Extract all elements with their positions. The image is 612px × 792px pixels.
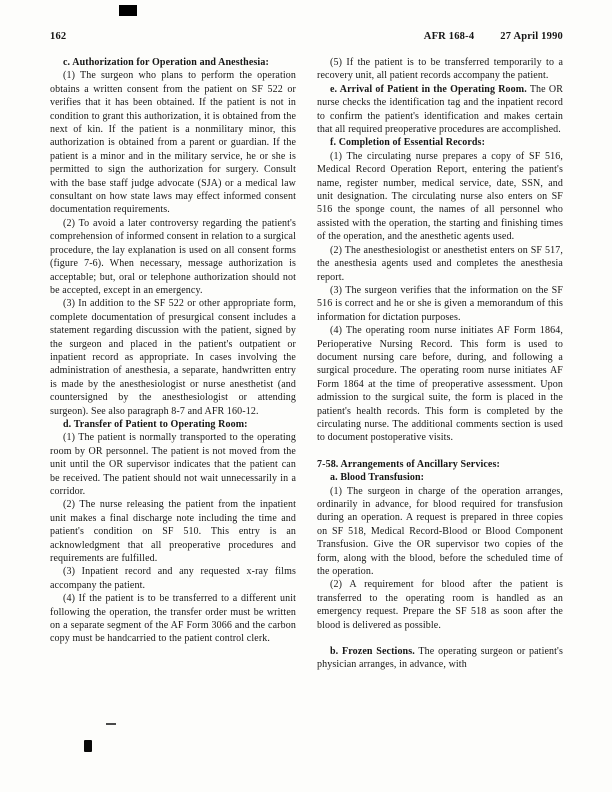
para-b <box>317 645 563 672</box>
section-heading-7-58 <box>317 458 563 471</box>
run-in-heading: b. Frozen Sections. <box>330 646 415 658</box>
paragraph-text: (1) The patient is normally transported to the operating room by OR personnel. The patient is not moved from the unit until the OR supervisor indicates that the patient can be received. The patient should not wait unnecessarily in a corridor. <box>50 432 296 497</box>
para-f-heading <box>317 136 563 149</box>
right-column <box>317 56 563 672</box>
paragraph-text: (5) If the patient is to be transferred temporarily to a recovery unit, all patient records accompany the patient. <box>317 57 563 82</box>
paragraph-text: (3) Inpatient record and any requested x-ray films accompany the patient. <box>50 566 296 591</box>
para-d-1 <box>50 431 296 498</box>
paragraph-text: (3) The surgeon verifies that the information on the SF 516 is correct and he or she is given a memorandum of this information for dictation purposes. <box>317 284 563 323</box>
regulation-number: AFR 168-4 <box>423 31 475 42</box>
paragraph-text: The operating surgeon or patient's physician arranges, in advance, with <box>317 646 563 671</box>
run-in-heading: e. Arrival of Patient in the Operating Room. <box>330 83 527 95</box>
left-column <box>50 56 296 672</box>
paragraph-text: (1) The circulating nurse prepares a copy of SF 516, Medical Record Operation Report, entering the patient's name, register number, medical service, date, SSN, and unit designation. The circulating nurse also enters on SF 516 the sponge count, the names of all personnel who assisted with the operation, the starting and finishing times of the operation, and the anesthetic agents used. <box>317 150 563 243</box>
paragraph-text: (2) The anesthesiologist or anesthetist enters on SF 517, the anesthesia agents used and completes the anesthesia report. <box>317 244 563 283</box>
paragraph-text: (4) If the patient is to be transferred to a different unit following the operation, the transfer order must be written on a separate segment of the AF Form 3066 and the carbon copy must be handcarried to the patient control clerk. <box>50 593 296 645</box>
para-a-2 <box>317 578 563 632</box>
para-e <box>317 83 563 137</box>
para-a-heading <box>317 471 563 484</box>
run-in-heading: f. Completion of Essential Records: <box>330 137 486 149</box>
page-header <box>50 31 563 42</box>
run-in-heading: d. Transfer of Patient to Operating Room: <box>63 418 248 430</box>
paragraph-text: (2) The nurse releasing the patient from the inpatient unit makes a final discharge note including the time and patient's condition on SF 510. This entry is an acknowledgment that all preoperative procedures and requirements are fulfilled. <box>50 499 296 565</box>
para-f-3 <box>317 284 563 324</box>
run-in-heading: c. Authorization for Operation and Anesthesia: <box>63 57 269 68</box>
scan-artifact-dash <box>106 723 116 725</box>
paragraph-text: (1) The surgeon who plans to perform the operation obtains a written consent from the patient on SF 522 or verifies that it has been obtained. If the patient is not in condition to grant this authorization, it is obtained from the next of kin. If the patient is a nonmilitary minor, this authorization is obtained from a parent or guardian. If the patient is a minor and in the military service, he or she is permitted to sign the authorization for surgery. Consult with the base staff judge advocate (SJA) or a medical law consultant on how state laws may effect informed consent documentation requirements. <box>50 70 296 216</box>
para-c-heading <box>50 56 296 69</box>
paragraph-text: (2) To avoid a later controversy regarding the patient's comprehension of informed consent in relation to a surgical procedure, the lay explanation is used on all consent forms (figure 7-6). When necessary, message authorization is acceptable; but, oral or telephone authorization should not be accepted, except in an emergency. <box>50 217 296 296</box>
page-number: 162 <box>50 31 67 42</box>
para-d-2 <box>50 498 296 565</box>
paragraph-text: (4) The operating room nurse initiates AF Form 1864, Perioperative Nursing Record. This form is used to document nursing care before, during, and following a surgical procedure. The operating room nurse initiates AF Form 1864 at the time of preoperative assessment. Upon admission to the surgical suite, the form is placed in the patient's health records. This form is completed by the circulating nurse. The additional comments section is used to document postoperative visits. <box>317 325 563 444</box>
scan-artifact-bottom <box>84 740 92 752</box>
para-f-4 <box>317 324 563 445</box>
paragraph-text: (2) A requirement for blood after the patient is transferred to the operating room is handled as an emergency request. Prepare the SF 518 as soon after the blood is delivered as possible. <box>317 579 563 631</box>
two-column-body <box>50 56 563 672</box>
publication-date: 27 April 1990 <box>500 31 563 42</box>
para-a-1 <box>317 485 563 579</box>
section-title: 7-58. Arrangements of Ancillary Services: <box>317 458 500 470</box>
run-in-heading: a. Blood Transfusion: <box>330 472 425 484</box>
para-c-3 <box>50 297 296 418</box>
para-f-1 <box>317 150 563 244</box>
para-d-heading <box>50 418 296 431</box>
paragraph-text: (1) The surgeon in charge of the operation arranges, ordinarily in advance, for blood required for transfusion during an operation. A request is prepared in three copies on SF 518, Medical Record-Blood or Blood Component Transfusion. Give the OR supervisor two copies of the form, along with the blood, before the scheduled time of the operation. <box>317 485 563 578</box>
para-c-2 <box>50 217 296 297</box>
paragraph-text: The OR nurse checks the identification tag and the inpatient record to confirm the patient's identification and makes certain that all required preoperative procedures are accomplished. <box>317 83 563 136</box>
para-f-2 <box>317 244 563 284</box>
header-right <box>424 31 563 42</box>
para-d-3 <box>50 565 296 592</box>
scan-artifact-top <box>119 5 137 16</box>
paragraph-text: (3) In addition to the SF 522 or other appropriate form, complete documentation of presurgical consent includes a statement regarding discussion with the patient, signed by the surgeon and placed in the patient's outpatient or inpatient record as appropriate. In cases involving the administration of anesthesia, a separate, handwritten entry is made by the anesthesiologist or nurse anesthetist (and countersigned by the anesthesiologist or attending surgeon). See also paragraph 8-7 and AFR 160-12. <box>50 298 296 417</box>
para-d-5 <box>317 56 563 83</box>
para-c-1 <box>50 69 296 216</box>
para-d-4 <box>50 592 296 646</box>
